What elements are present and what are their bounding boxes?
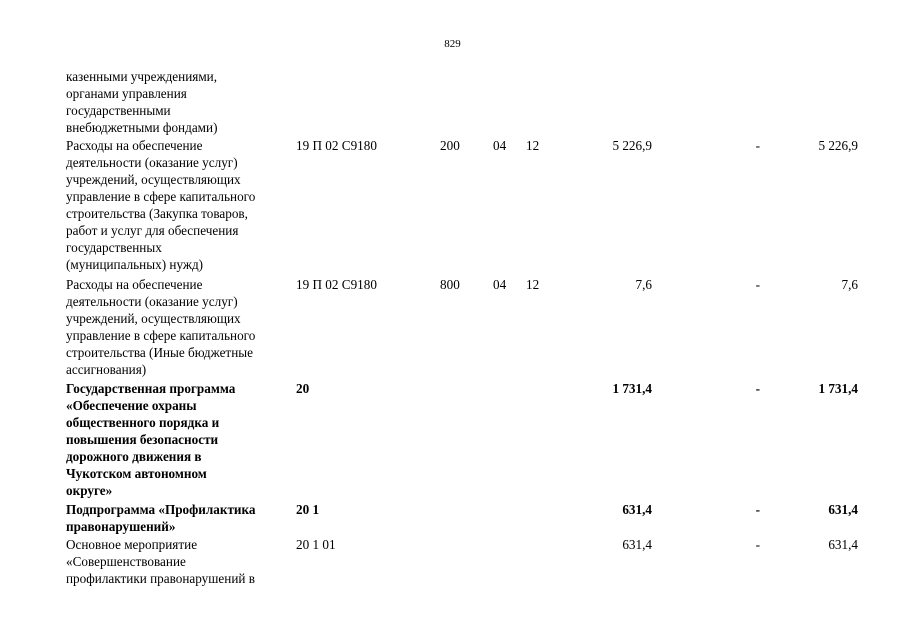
description-line: управление в сфере капитального — [66, 328, 256, 343]
target-article-code: 20 1 01 — [296, 537, 336, 552]
description-line: правонарушений» — [66, 519, 176, 534]
description-line: деятельности (оказание услуг) — [66, 155, 238, 170]
subsection-code: 12 — [526, 277, 540, 292]
change-value: - — [755, 138, 760, 153]
description-line: Подпрограмма «Профилактика — [66, 502, 256, 517]
description-line: строительства (Закупка товаров, — [66, 206, 248, 221]
description-line: органами управления — [66, 86, 187, 101]
total-value: 1 731,4 — [818, 381, 858, 396]
row-description — [66, 68, 288, 136]
description-line: Расходы на обеспечение — [66, 138, 203, 153]
description-line: деятельности (оказание услуг) — [66, 294, 238, 309]
change-value: - — [755, 537, 760, 552]
amount-value: 631,4 — [622, 502, 652, 517]
row-description — [66, 137, 288, 273]
amount-value: 7,6 — [635, 277, 652, 292]
description-line: учреждений, осуществляющих — [66, 311, 241, 326]
section-code: 04 — [493, 277, 507, 292]
description-line: строительства (Иные бюджетные — [66, 345, 253, 360]
description-line: «Обеспечение охраны — [66, 398, 197, 413]
subsection-code: 12 — [526, 138, 540, 153]
target-article-code: 19 П 02 С9180 — [296, 277, 377, 292]
total-value: 631,4 — [828, 502, 858, 517]
amount-value: 5 226,9 — [612, 138, 652, 153]
description-line: округе» — [66, 483, 113, 498]
row-description — [66, 501, 288, 535]
description-line: казенными учреждениями, — [66, 69, 218, 84]
description-line: «Совершенствование — [66, 554, 186, 569]
change-value: - — [755, 381, 760, 396]
expense-type-code: 200 — [440, 138, 460, 153]
total-value: 7,6 — [841, 277, 858, 292]
expense-type-code: 800 — [440, 277, 460, 292]
description-line: управление в сфере капитального — [66, 189, 256, 204]
description-line: Государственная программа — [66, 381, 236, 396]
total-value: 631,4 — [828, 537, 858, 552]
target-article-code: 20 1 — [296, 502, 320, 517]
target-article-code: 19 П 02 С9180 — [296, 138, 377, 153]
target-article-code: 20 — [296, 381, 310, 396]
description-line: Чукотском автономном — [66, 466, 207, 481]
page-number: 829 — [444, 38, 461, 50]
description-line: (муниципальных) нужд) — [66, 257, 204, 272]
description-line: учреждений, осуществляющих — [66, 172, 241, 187]
change-value: - — [755, 277, 760, 292]
description-line: Расходы на обеспечение — [66, 277, 203, 292]
total-value: 5 226,9 — [818, 138, 858, 153]
row-description — [66, 276, 288, 378]
description-line: общественного порядка и — [66, 415, 220, 430]
description-line: дорожного движения в — [66, 449, 202, 464]
description-line: Основное мероприятие — [66, 537, 198, 552]
change-value: - — [755, 502, 760, 517]
row-description — [66, 380, 288, 499]
description-line: внебюджетными фондами) — [66, 120, 218, 135]
description-line: государственными — [66, 103, 171, 118]
description-line: работ и услуг для обеспечения — [66, 223, 239, 238]
description-line: повышения безопасности — [66, 432, 219, 447]
amount-value: 631,4 — [622, 537, 652, 552]
section-code: 04 — [493, 138, 507, 153]
description-line: профилактики правонарушений в — [66, 571, 255, 586]
description-line: ассигнования) — [66, 362, 147, 377]
description-line: государственных — [66, 240, 162, 255]
amount-value: 1 731,4 — [612, 381, 652, 396]
row-description — [66, 536, 288, 587]
